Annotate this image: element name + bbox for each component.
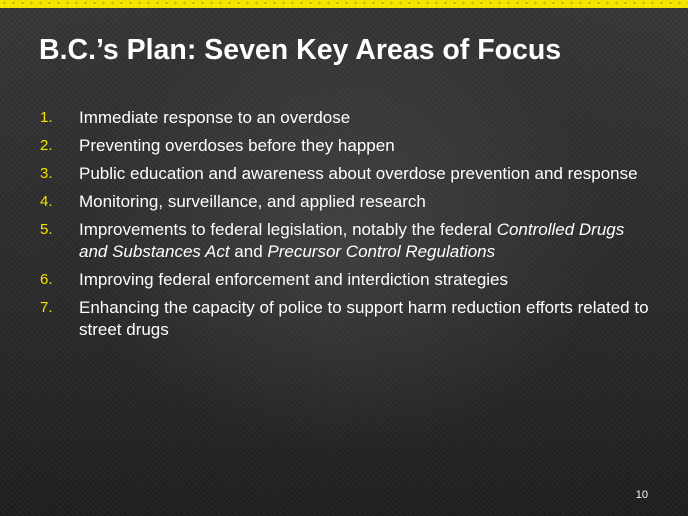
list-item-number: 4.	[40, 193, 53, 210]
list-item	[40, 163, 650, 185]
list-item-text: Preventing overdoses before they happen	[79, 136, 395, 155]
list-item	[40, 297, 650, 341]
list-item	[40, 219, 650, 263]
list-item	[40, 107, 650, 129]
list-item-text: Public education and awareness about overdose prevention and response	[79, 164, 638, 183]
top-accent-bar	[0, 0, 688, 8]
list-item-number: 5.	[40, 221, 53, 238]
list-item-text: Monitoring, surveillance, and applied research	[79, 192, 426, 211]
list-item-text-part: Improvements to federal legislation, notably the federal	[79, 220, 497, 239]
list-item	[40, 191, 650, 213]
list-item-text	[79, 219, 650, 263]
list-item	[40, 135, 650, 157]
list-item	[40, 269, 650, 291]
legislation-title: Controlled Drugs and Substances Act	[79, 220, 625, 261]
list-item-number: 2.	[40, 137, 53, 154]
regulations-title: Precursor Control Regulations	[267, 242, 496, 261]
list-item-text: Improving federal enforcement and interdiction strategies	[79, 270, 509, 289]
list-item-number: 3.	[40, 165, 53, 182]
list-item-number: 6.	[40, 271, 53, 288]
list-item-text: Immediate response to an overdose	[79, 108, 351, 127]
list-item-text: Enhancing the capacity of police to support harm reduction efforts related to street drugs	[79, 298, 649, 339]
slide-title: B.C.’s Plan: Seven Key Areas of Focus	[39, 34, 562, 66]
focus-areas-list	[40, 107, 650, 347]
list-item-text-part: and	[229, 242, 268, 261]
list-item-number: 1.	[40, 109, 53, 126]
page-number: 10	[635, 489, 648, 501]
list-item-number: 7.	[40, 299, 53, 316]
